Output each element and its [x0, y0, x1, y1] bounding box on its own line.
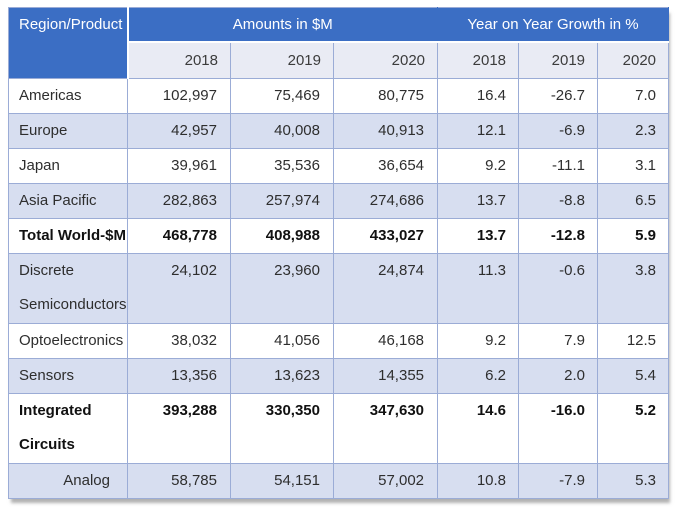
growth-cell: -11.1	[519, 149, 598, 184]
growth-cell: 12.5	[598, 324, 669, 359]
amounts-group-header: Amounts in $M	[128, 8, 438, 42]
amount-cell: 102,997	[128, 79, 231, 114]
table-row-japan	[9, 149, 669, 184]
growth-cell: -26.7	[519, 79, 598, 114]
row-label: Analog	[9, 464, 128, 499]
amount-cell: 80,775	[334, 79, 438, 114]
table-row-sensors	[9, 359, 669, 394]
amount-cell: 282,863	[128, 184, 231, 219]
growth-cell: 16.4	[438, 79, 519, 114]
amount-cell: 40,913	[334, 114, 438, 149]
amount-cell: 24,874	[334, 254, 438, 324]
table-row-total-world	[9, 219, 669, 254]
row-label: Sensors	[9, 359, 128, 394]
row-label: Total World-$M	[9, 219, 128, 254]
amount-cell: 13,356	[128, 359, 231, 394]
growth-cell: 3.1	[598, 149, 669, 184]
table-row-integrated-circuits	[9, 394, 669, 464]
growth-group-header: Year on Year Growth in %	[438, 8, 669, 42]
growth-cell: 9.2	[438, 149, 519, 184]
growth-cell: -6.9	[519, 114, 598, 149]
amount-cell: 408,988	[231, 219, 334, 254]
table-row-americas	[9, 79, 669, 114]
row-label: Europe	[9, 114, 128, 149]
amount-cell: 36,654	[334, 149, 438, 184]
amount-cell: 41,056	[231, 324, 334, 359]
amount-cell: 433,027	[334, 219, 438, 254]
amount-cell: 14,355	[334, 359, 438, 394]
growth-cell: 2.3	[598, 114, 669, 149]
growth-cell: 5.4	[598, 359, 669, 394]
row-label: Americas	[9, 79, 128, 114]
table-row-analog	[9, 464, 669, 499]
growth-cell: 14.6	[438, 394, 519, 464]
growth-cell: 5.9	[598, 219, 669, 254]
row-label: Asia Pacific	[9, 184, 128, 219]
row-label: Integrated Circuits	[9, 394, 128, 464]
amount-cell: 274,686	[334, 184, 438, 219]
table-row-asia-pacific	[9, 184, 669, 219]
row-label: Optoelectronics	[9, 324, 128, 359]
growth-cell: 12.1	[438, 114, 519, 149]
growth-cell: 3.8	[598, 254, 669, 324]
amount-cell: 46,168	[334, 324, 438, 359]
amount-cell: 23,960	[231, 254, 334, 324]
growth-cell: 6.2	[438, 359, 519, 394]
amount-cell: 40,008	[231, 114, 334, 149]
table-row-europe	[9, 114, 669, 149]
corner-header-cell: Region/Product	[9, 8, 128, 79]
growth-cell: 7.0	[598, 79, 669, 114]
year-header-amt-2020: 2020	[334, 42, 438, 79]
amount-cell: 393,288	[128, 394, 231, 464]
amount-cell: 54,151	[231, 464, 334, 499]
amount-cell: 39,961	[128, 149, 231, 184]
amount-cell: 57,002	[334, 464, 438, 499]
year-header-amt-2018: 2018	[128, 42, 231, 79]
amount-cell: 42,957	[128, 114, 231, 149]
year-header-amt-2019: 2019	[231, 42, 334, 79]
year-header-growth-2018: 2018	[438, 42, 519, 79]
amount-cell: 257,974	[231, 184, 334, 219]
amount-cell: 38,032	[128, 324, 231, 359]
amount-cell: 13,623	[231, 359, 334, 394]
table-row-optoelectronics	[9, 324, 669, 359]
semiconductor-market-table	[8, 7, 669, 499]
growth-cell: 5.3	[598, 464, 669, 499]
amount-cell: 35,536	[231, 149, 334, 184]
amount-cell: 468,778	[128, 219, 231, 254]
row-label: Japan	[9, 149, 128, 184]
table-row-discrete-semiconductors	[9, 254, 669, 324]
growth-cell: 6.5	[598, 184, 669, 219]
year-header-growth-2020: 2020	[598, 42, 669, 79]
growth-cell: 10.8	[438, 464, 519, 499]
amount-cell: 75,469	[231, 79, 334, 114]
growth-cell: -16.0	[519, 394, 598, 464]
amount-cell: 347,630	[334, 394, 438, 464]
growth-cell: -0.6	[519, 254, 598, 324]
growth-cell: 7.9	[519, 324, 598, 359]
growth-cell: 5.2	[598, 394, 669, 464]
growth-cell: 13.7	[438, 219, 519, 254]
growth-cell: -8.8	[519, 184, 598, 219]
growth-cell: 13.7	[438, 184, 519, 219]
row-label: Discrete Semiconductors	[9, 254, 128, 324]
year-header-growth-2019: 2019	[519, 42, 598, 79]
group-header-row	[9, 8, 669, 42]
amount-cell: 58,785	[128, 464, 231, 499]
amount-cell: 24,102	[128, 254, 231, 324]
amount-cell: 330,350	[231, 394, 334, 464]
growth-cell: -7.9	[519, 464, 598, 499]
growth-cell: -12.8	[519, 219, 598, 254]
growth-cell: 9.2	[438, 324, 519, 359]
growth-cell: 2.0	[519, 359, 598, 394]
growth-cell: 11.3	[438, 254, 519, 324]
